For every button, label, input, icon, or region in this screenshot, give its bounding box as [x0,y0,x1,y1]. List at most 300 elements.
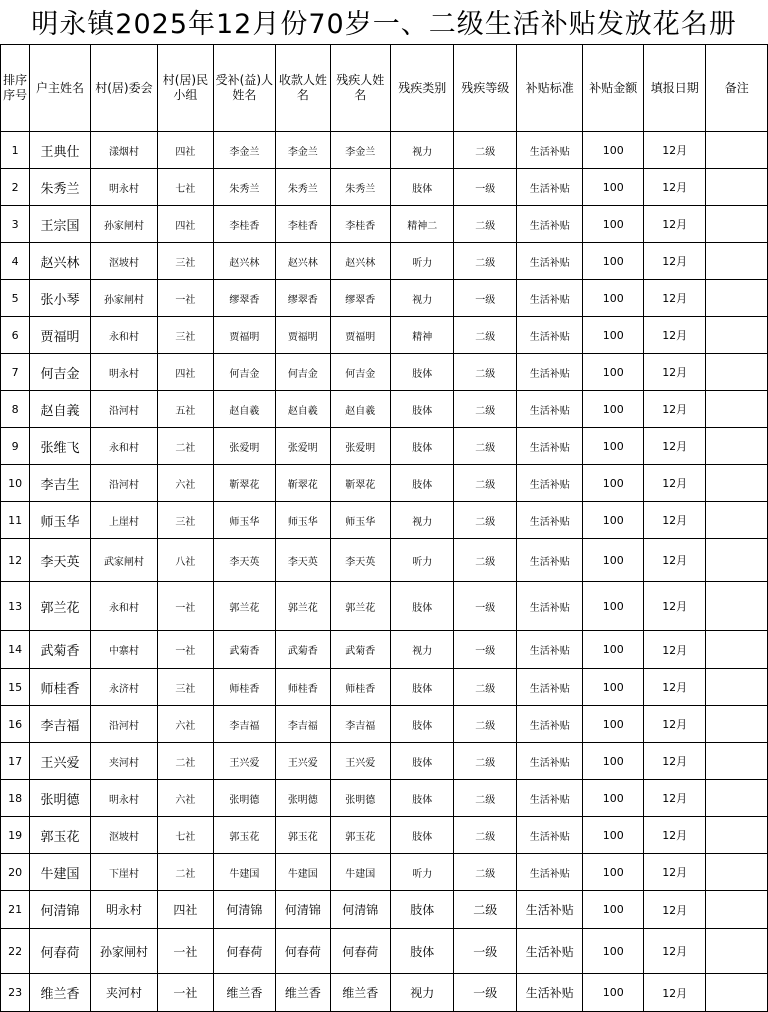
disabled-person-cell: 贾福明 [330,317,390,354]
table-row [1,317,768,354]
disability-level-cell: 二级 [454,780,516,817]
amount-cell: 100 [583,539,643,582]
group-cell: 一社 [158,974,213,1012]
table-row [1,929,768,974]
group-cell: 六社 [158,706,213,743]
fill-date-cell: 12月 [643,780,705,817]
disability-type-cell: 视力 [391,502,454,539]
village-cell: 沿河村 [90,391,158,428]
group-cell: 二社 [158,428,213,465]
disabled-person-cell: 维兰香 [330,974,390,1012]
beneficiary-cell: 缪翠香 [213,280,275,317]
payee-cell: 张明德 [276,780,330,817]
disabled-person-cell: 武菊香 [330,631,390,669]
remarks-cell [706,354,768,391]
header-seq: 排序序号 [1,45,30,132]
beneficiary-cell: 何吉金 [213,354,275,391]
beneficiary-cell: 李天英 [213,539,275,582]
household-head-cell: 贾福明 [30,317,90,354]
disabled-person-cell: 靳翠花 [330,465,390,502]
disabled-person-cell: 何清锦 [330,891,390,929]
row-seq-cell: 13 [1,582,30,631]
payee-cell: 武菊香 [276,631,330,669]
table-row [1,539,768,582]
subsidy-standard-cell: 生活补贴 [516,743,583,780]
household-head-cell: 何春荷 [30,929,90,974]
fill-date-cell: 12月 [643,354,705,391]
row-seq-cell: 18 [1,780,30,817]
row-seq-cell: 9 [1,428,30,465]
header-beneficiary: 受补(益)人姓名 [213,45,275,132]
row-seq-cell: 22 [1,929,30,974]
row-seq-cell: 1 [1,132,30,169]
remarks-cell [706,317,768,354]
beneficiary-cell: 赵兴林 [213,243,275,280]
header-remarks: 备注 [706,45,768,132]
table-row [1,631,768,669]
household-head-cell: 张明德 [30,780,90,817]
remarks-cell [706,428,768,465]
subsidy-standard-cell: 生活补贴 [516,391,583,428]
remarks-cell [706,206,768,243]
payee-cell: 何清锦 [276,891,330,929]
table-row [1,502,768,539]
household-head-cell: 维兰香 [30,974,90,1012]
remarks-cell [706,854,768,891]
disability-level-cell: 二级 [454,206,516,243]
fill-date-cell: 12月 [643,582,705,631]
remarks-cell [706,502,768,539]
remarks-cell [706,169,768,206]
remarks-cell [706,891,768,929]
fill-date-cell: 12月 [643,669,705,706]
disabled-person-cell: 张明德 [330,780,390,817]
payee-cell: 张爱明 [276,428,330,465]
amount-cell: 100 [583,854,643,891]
group-cell: 一社 [158,631,213,669]
beneficiary-cell: 牛建国 [213,854,275,891]
beneficiary-cell: 王兴爱 [213,743,275,780]
table-row [1,465,768,502]
table-row [1,891,768,929]
village-cell: 下崖村 [90,854,158,891]
header-amount: 补贴金额 [583,45,643,132]
payee-cell: 王兴爱 [276,743,330,780]
amount-cell: 100 [583,974,643,1012]
beneficiary-cell: 李金兰 [213,132,275,169]
beneficiary-cell: 李吉福 [213,706,275,743]
group-cell: 三社 [158,502,213,539]
group-cell: 五社 [158,391,213,428]
remarks-cell [706,539,768,582]
disability-level-cell: 一级 [454,631,516,669]
table-row [1,391,768,428]
roster-body [1,132,768,1012]
remarks-cell [706,391,768,428]
group-cell: 七社 [158,169,213,206]
row-seq-cell: 10 [1,465,30,502]
table-row [1,854,768,891]
payee-cell: 何春荷 [276,929,330,974]
village-cell: 夹河村 [90,974,158,1012]
village-cell: 沤坡村 [90,817,158,854]
disability-level-cell: 二级 [454,391,516,428]
disability-type-cell: 视力 [391,280,454,317]
table-row [1,354,768,391]
header-disabled-person: 残疾人姓名 [330,45,390,132]
header-household-head: 户主姓名 [30,45,90,132]
subsidy-standard-cell: 生活补贴 [516,169,583,206]
household-head-cell: 李吉生 [30,465,90,502]
group-cell: 二社 [158,854,213,891]
disability-level-cell: 二级 [454,465,516,502]
village-cell: 孙家闸村 [90,929,158,974]
subsidy-standard-cell: 生活补贴 [516,243,583,280]
group-cell: 四社 [158,891,213,929]
amount-cell: 100 [583,669,643,706]
header-fill-date: 填报日期 [643,45,705,132]
header-disability-level: 残疾等级 [454,45,516,132]
payee-cell: 缪翠香 [276,280,330,317]
fill-date-cell: 12月 [643,706,705,743]
household-head-cell: 师桂香 [30,669,90,706]
village-cell: 永济村 [90,669,158,706]
beneficiary-cell: 何春荷 [213,929,275,974]
disabled-person-cell: 李天英 [330,539,390,582]
subsidy-standard-cell: 生活补贴 [516,817,583,854]
amount-cell: 100 [583,502,643,539]
fill-date-cell: 12月 [643,929,705,974]
page-title: 明永镇2025年12月份70岁一、二级生活补贴发放花名册 [31,9,737,40]
subsidy-standard-cell: 生活补贴 [516,132,583,169]
household-head-cell: 赵自義 [30,391,90,428]
fill-date-cell: 12月 [643,132,705,169]
disability-level-cell: 二级 [454,502,516,539]
village-cell: 永和村 [90,317,158,354]
amount-cell: 100 [583,631,643,669]
group-cell: 八社 [158,539,213,582]
beneficiary-cell: 何清锦 [213,891,275,929]
village-cell: 明永村 [90,891,158,929]
household-head-cell: 何吉金 [30,354,90,391]
household-head-cell: 牛建国 [30,854,90,891]
group-cell: 一社 [158,582,213,631]
group-cell: 四社 [158,132,213,169]
header-village: 村(居)委会 [90,45,158,132]
amount-cell: 100 [583,280,643,317]
disabled-person-cell: 赵兴林 [330,243,390,280]
amount-cell: 100 [583,706,643,743]
amount-cell: 100 [583,317,643,354]
table-row [1,280,768,317]
disability-level-cell: 二级 [454,891,516,929]
row-seq-cell: 2 [1,169,30,206]
disability-type-cell: 肢体 [391,743,454,780]
payee-cell: 牛建国 [276,854,330,891]
beneficiary-cell: 师玉华 [213,502,275,539]
fill-date-cell: 12月 [643,465,705,502]
subsidy-standard-cell: 生活补贴 [516,669,583,706]
fill-date-cell: 12月 [643,391,705,428]
payee-cell: 李桂香 [276,206,330,243]
beneficiary-cell: 郭兰花 [213,582,275,631]
disabled-person-cell: 郭玉花 [330,817,390,854]
payee-cell: 何吉金 [276,354,330,391]
village-cell: 明永村 [90,169,158,206]
remarks-cell [706,929,768,974]
disabled-person-cell: 李吉福 [330,706,390,743]
subsidy-standard-cell: 生活补贴 [516,929,583,974]
fill-date-cell: 12月 [643,631,705,669]
fill-date-cell: 12月 [643,854,705,891]
disability-level-cell: 一级 [454,929,516,974]
disabled-person-cell: 师玉华 [330,502,390,539]
disability-level-cell: 一级 [454,280,516,317]
payee-cell: 靳翠花 [276,465,330,502]
disabled-person-cell: 李桂香 [330,206,390,243]
row-seq-cell: 21 [1,891,30,929]
amount-cell: 100 [583,354,643,391]
beneficiary-cell: 靳翠花 [213,465,275,502]
subsidy-standard-cell: 生活补贴 [516,854,583,891]
remarks-cell [706,669,768,706]
amount-cell: 100 [583,465,643,502]
fill-date-cell: 12月 [643,974,705,1012]
table-row [1,974,768,1012]
amount-cell: 100 [583,132,643,169]
beneficiary-cell: 维兰香 [213,974,275,1012]
row-seq-cell: 16 [1,706,30,743]
disability-level-cell: 二级 [454,354,516,391]
amount-cell: 100 [583,428,643,465]
table-row [1,780,768,817]
amount-cell: 100 [583,391,643,428]
header-disability-type: 残疾类别 [391,45,454,132]
village-cell: 沿河村 [90,706,158,743]
beneficiary-cell: 张明德 [213,780,275,817]
household-head-cell: 何清锦 [30,891,90,929]
fill-date-cell: 12月 [643,502,705,539]
household-head-cell: 李吉福 [30,706,90,743]
remarks-cell [706,280,768,317]
subsidy-standard-cell: 生活补贴 [516,502,583,539]
row-seq-cell: 4 [1,243,30,280]
beneficiary-cell: 朱秀兰 [213,169,275,206]
table-row [1,817,768,854]
fill-date-cell: 12月 [643,817,705,854]
disability-type-cell: 肢体 [391,391,454,428]
disability-level-cell: 二级 [454,706,516,743]
subsidy-standard-cell: 生活补贴 [516,891,583,929]
disability-level-cell: 二级 [454,539,516,582]
remarks-cell [706,743,768,780]
group-cell: 六社 [158,465,213,502]
table-row [1,582,768,631]
disability-type-cell: 肢体 [391,428,454,465]
payee-cell: 师玉华 [276,502,330,539]
amount-cell: 100 [583,582,643,631]
remarks-cell [706,132,768,169]
disability-type-cell: 肢体 [391,891,454,929]
disability-type-cell: 听力 [391,243,454,280]
beneficiary-cell: 贾福明 [213,317,275,354]
amount-cell: 100 [583,891,643,929]
fill-date-cell: 12月 [643,317,705,354]
disability-type-cell: 视力 [391,132,454,169]
payee-cell: 师桂香 [276,669,330,706]
disabled-person-cell: 何春荷 [330,929,390,974]
disability-level-cell: 二级 [454,743,516,780]
row-seq-cell: 6 [1,317,30,354]
fill-date-cell: 12月 [643,169,705,206]
disabled-person-cell: 郭兰花 [330,582,390,631]
beneficiary-cell: 张爱明 [213,428,275,465]
group-cell: 三社 [158,669,213,706]
amount-cell: 100 [583,817,643,854]
beneficiary-cell: 师桂香 [213,669,275,706]
header-group: 村(居)民小组 [158,45,213,132]
remarks-cell [706,582,768,631]
table-row [1,428,768,465]
row-seq-cell: 17 [1,743,30,780]
payee-cell: 朱秀兰 [276,169,330,206]
amount-cell: 100 [583,169,643,206]
amount-cell: 100 [583,243,643,280]
group-cell: 一社 [158,280,213,317]
fill-date-cell: 12月 [643,743,705,780]
disability-type-cell: 视力 [391,631,454,669]
household-head-cell: 朱秀兰 [30,169,90,206]
fill-date-cell: 12月 [643,891,705,929]
subsidy-standard-cell: 生活补贴 [516,280,583,317]
disability-type-cell: 肢体 [391,465,454,502]
disability-level-cell: 二级 [454,817,516,854]
household-head-cell: 师玉华 [30,502,90,539]
table-row [1,706,768,743]
village-cell: 明永村 [90,354,158,391]
household-head-cell: 张小琴 [30,280,90,317]
subsidy-standard-cell: 生活补贴 [516,780,583,817]
village-cell: 明永村 [90,780,158,817]
disability-type-cell: 视力 [391,974,454,1012]
row-seq-cell: 15 [1,669,30,706]
subsidy-standard-cell: 生活补贴 [516,539,583,582]
subsidy-standard-cell: 生活补贴 [516,428,583,465]
table-row [1,243,768,280]
table-row [1,206,768,243]
table-row [1,169,768,206]
remarks-cell [706,974,768,1012]
payee-cell: 李吉福 [276,706,330,743]
group-cell: 四社 [158,206,213,243]
payee-cell: 维兰香 [276,974,330,1012]
disability-type-cell: 肢体 [391,929,454,974]
village-cell: 沿河村 [90,465,158,502]
payee-cell: 李天英 [276,539,330,582]
disabled-person-cell: 朱秀兰 [330,169,390,206]
row-seq-cell: 8 [1,391,30,428]
group-cell: 六社 [158,780,213,817]
subsidy-standard-cell: 生活补贴 [516,582,583,631]
table-row [1,743,768,780]
remarks-cell [706,817,768,854]
fill-date-cell: 12月 [643,539,705,582]
amount-cell: 100 [583,780,643,817]
disabled-person-cell: 王兴爱 [330,743,390,780]
group-cell: 三社 [158,243,213,280]
table-row [1,132,768,169]
village-cell: 夹河村 [90,743,158,780]
group-cell: 七社 [158,817,213,854]
disability-type-cell: 精神 [391,317,454,354]
household-head-cell: 赵兴林 [30,243,90,280]
row-seq-cell: 7 [1,354,30,391]
amount-cell: 100 [583,743,643,780]
disability-level-cell: 一级 [454,974,516,1012]
disability-type-cell: 肢体 [391,780,454,817]
disability-type-cell: 肢体 [391,582,454,631]
amount-cell: 100 [583,206,643,243]
row-seq-cell: 14 [1,631,30,669]
subsidy-standard-cell: 生活补贴 [516,465,583,502]
disability-level-cell: 二级 [454,132,516,169]
subsidy-standard-cell: 生活补贴 [516,317,583,354]
household-head-cell: 武菊香 [30,631,90,669]
fill-date-cell: 12月 [643,280,705,317]
disabled-person-cell: 缪翠香 [330,280,390,317]
row-seq-cell: 12 [1,539,30,582]
row-seq-cell: 19 [1,817,30,854]
beneficiary-cell: 郭玉花 [213,817,275,854]
remarks-cell [706,243,768,280]
beneficiary-cell: 李桂香 [213,206,275,243]
household-head-cell: 王兴爱 [30,743,90,780]
amount-cell: 100 [583,929,643,974]
payee-cell: 贾福明 [276,317,330,354]
disabled-person-cell: 李金兰 [330,132,390,169]
disabled-person-cell: 赵自羲 [330,391,390,428]
payee-cell: 郭玉花 [276,817,330,854]
fill-date-cell: 12月 [643,428,705,465]
disability-level-cell: 一级 [454,169,516,206]
disability-type-cell: 肢体 [391,669,454,706]
village-cell: 武家闸村 [90,539,158,582]
disability-type-cell: 肢体 [391,354,454,391]
disability-level-cell: 二级 [454,854,516,891]
village-cell: 中寨村 [90,631,158,669]
village-cell: 永和村 [90,582,158,631]
disability-type-cell: 肢体 [391,817,454,854]
table-row [1,669,768,706]
village-cell: 漾烟村 [90,132,158,169]
household-head-cell: 王典仕 [30,132,90,169]
row-seq-cell: 23 [1,974,30,1012]
row-seq-cell: 3 [1,206,30,243]
group-cell: 二社 [158,743,213,780]
group-cell: 一社 [158,929,213,974]
disability-type-cell: 肢体 [391,706,454,743]
disability-level-cell: 一级 [454,582,516,631]
disabled-person-cell: 何吉金 [330,354,390,391]
row-seq-cell: 5 [1,280,30,317]
payee-cell: 赵兴林 [276,243,330,280]
header-row [1,45,768,132]
household-head-cell: 张维飞 [30,428,90,465]
household-head-cell: 李天英 [30,539,90,582]
disability-type-cell: 听力 [391,539,454,582]
village-cell: 永和村 [90,428,158,465]
subsidy-standard-cell: 生活补贴 [516,631,583,669]
